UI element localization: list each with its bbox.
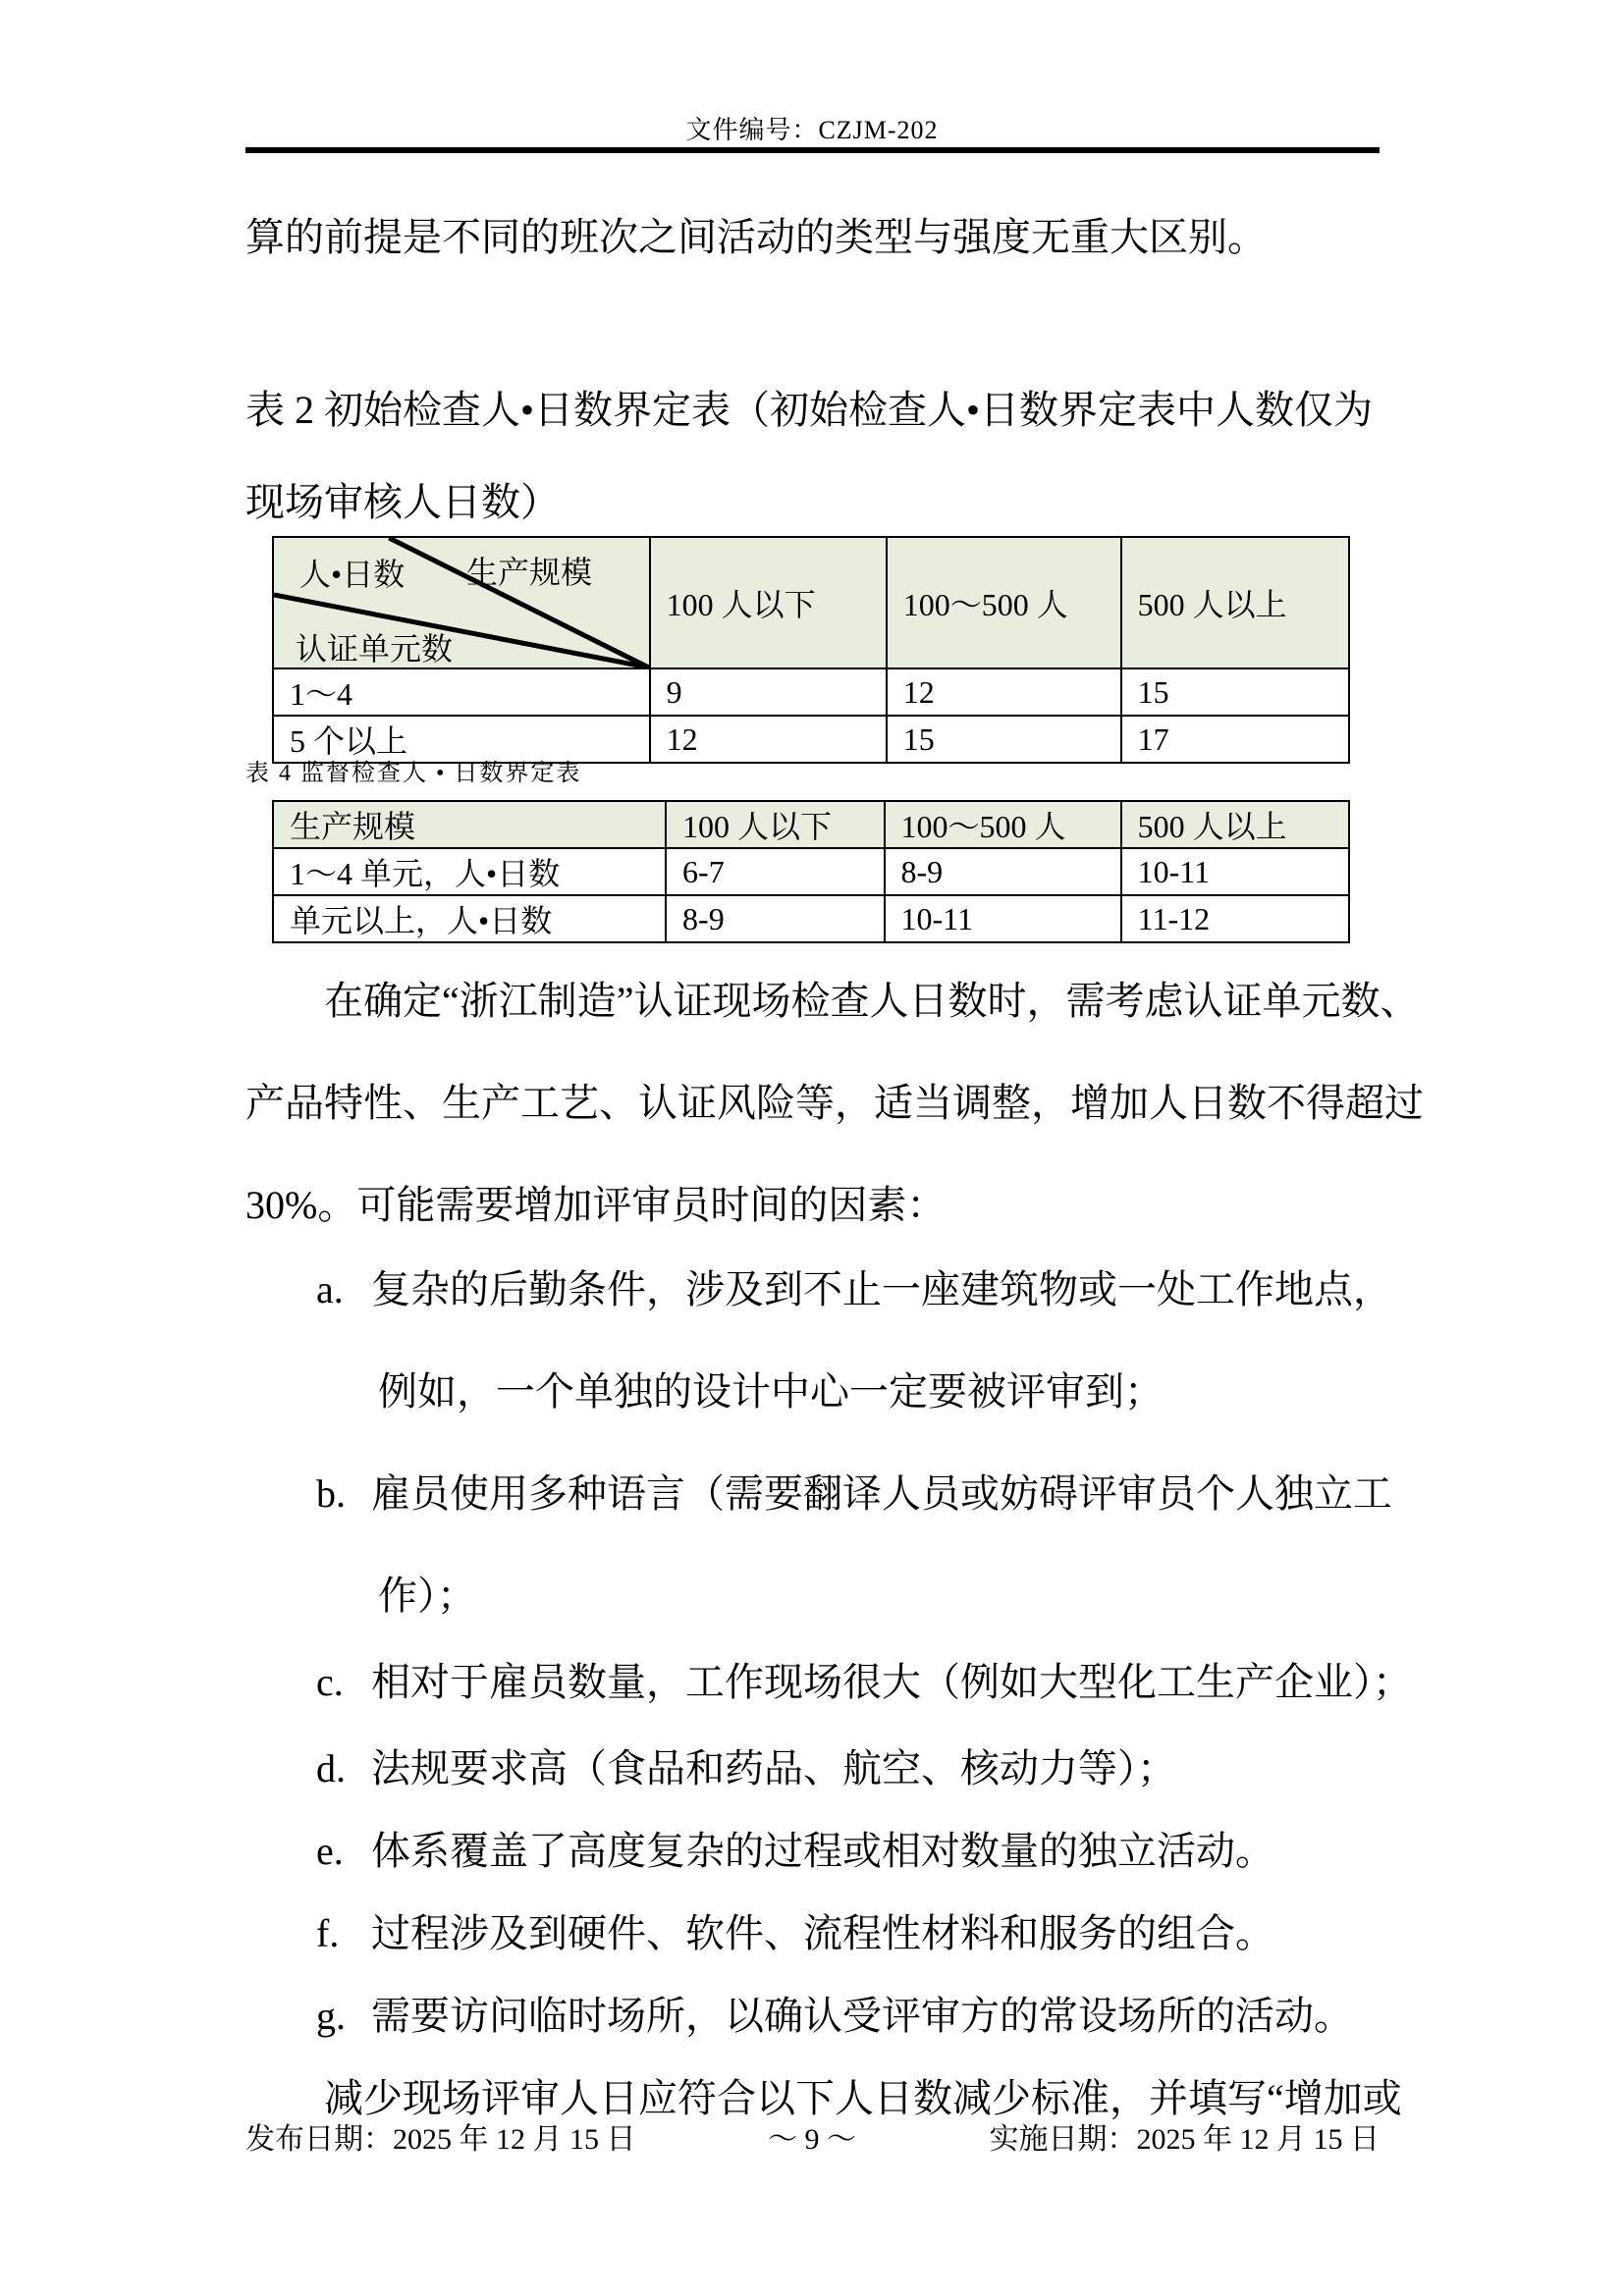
list-marker-a: a. [316,1267,344,1311]
list-item-a-line1: 复杂的后勤条件，涉及到不止一座建筑物或一处工作地点， [371,1267,1392,1311]
list-item-f: 过程涉及到硬件、软件、流程性材料和服务的组合。 [371,1911,1274,1955]
table-row [273,848,1349,895]
column-header: 100 人以下 [666,801,884,848]
doc-number: 文件编号：CZJM-202 [685,116,939,144]
table4-title: 表 4 监督检查人 • 日数界定表 [245,761,582,786]
list-marker-b: b. [316,1471,346,1516]
list-item-b-line2: 作）； [378,1574,476,1618]
corner-label-person-days: 人•日数 [299,557,406,592]
column-header: 100～500 人 [887,537,1121,668]
corner-header-cell [273,537,650,668]
row-label: 单元以上，人•日数 [273,895,666,942]
column-header: 生产规模 [273,801,666,848]
cell-value: 15 [887,716,1121,763]
list-marker-e: e. [316,1829,344,1873]
row-label: 1～4 单元，人•日数 [273,848,666,895]
cell-value: 8-9 [885,848,1121,895]
list-item-g: 需要访问临时场所，以确认受评审方的常设场所的活动。 [371,1994,1353,2038]
header-rule [245,147,1380,153]
cell-value: 11-12 [1121,895,1349,942]
cell-value: 17 [1121,716,1349,763]
list-marker-d: d. [316,1746,346,1790]
table2-title-line1: 表 2 初始检查人•日数界定表（初始检查人•日数界定表中人数仅为 [245,388,1374,432]
footer-release-date: 发布日期：2025 年 12 月 15 日 [245,2123,636,2156]
corner-label-production-scale: 生产规模 [466,555,593,590]
footer-page-number: ～ 9 ～ [768,2123,856,2156]
cell-value: 10-11 [1121,848,1349,895]
list-item-a-line2: 例如，一个单独的设计中心一定要被评审到； [378,1369,1164,1414]
cell-value: 10-11 [885,895,1121,942]
row-label: 5 个以上 [273,716,650,763]
closing-paragraph-line: 减少现场评审人日应符合以下人日数减少标准，并填写“增加或 [324,2076,1402,2120]
table-supervision-inspection-person-days [272,800,1350,943]
cell-value: 12 [650,716,887,763]
paragraph-shift-note: 算的前提是不同的班次之间活动的类型与强度无重大区别。 [245,215,1267,259]
list-marker-f: f. [316,1911,340,1955]
list-item-e: 体系覆盖了高度复杂的过程或相对数量的独立活动。 [371,1829,1274,1873]
paragraph2-line1: 在确定“浙江制造”认证现场检查人日数时，需考虑认证单元数、 [324,979,1420,1023]
column-header: 500 人以上 [1121,537,1349,668]
list-marker-c: c. [316,1660,344,1704]
cell-value: 15 [1121,668,1349,716]
list-item-d: 法规要求高（食品和药品、航空、核动力等）； [371,1746,1176,1790]
list-item-b-line1: 雇员使用多种语言（需要翻译人员或妨碍评审员个人独立工 [371,1471,1392,1516]
table2-title-line2: 现场审核人日数） [245,480,560,524]
column-header: 100～500 人 [885,801,1121,848]
row-label: 1～4 [273,668,650,716]
cell-value: 6-7 [666,848,884,895]
table-row [273,668,1349,716]
cell-value: 9 [650,668,887,716]
column-header: 500 人以上 [1121,801,1349,848]
paragraph2-line2: 产品特性、生产工艺、认证风险等，适当调整，增加人日数不得超过 [245,1081,1424,1125]
list-marker-g: g. [316,1994,346,2038]
paragraph2-line3: 30%。可能需要增加评审员时间的因素： [245,1183,947,1227]
cell-value: 8-9 [666,895,884,942]
column-header: 100 人以下 [650,537,887,668]
table-initial-inspection-person-days [272,536,1350,764]
corner-label-cert-units: 认证单元数 [296,631,454,667]
cell-value: 12 [887,668,1121,716]
footer-implementation-date: 实施日期：2025 年 12 月 15 日 [989,2123,1380,2156]
list-item-c: 相对于雇员数量，工作现场很大（例如大型化工生产企业）； [371,1660,1412,1704]
table-row [273,716,1349,763]
table-row [273,895,1349,942]
